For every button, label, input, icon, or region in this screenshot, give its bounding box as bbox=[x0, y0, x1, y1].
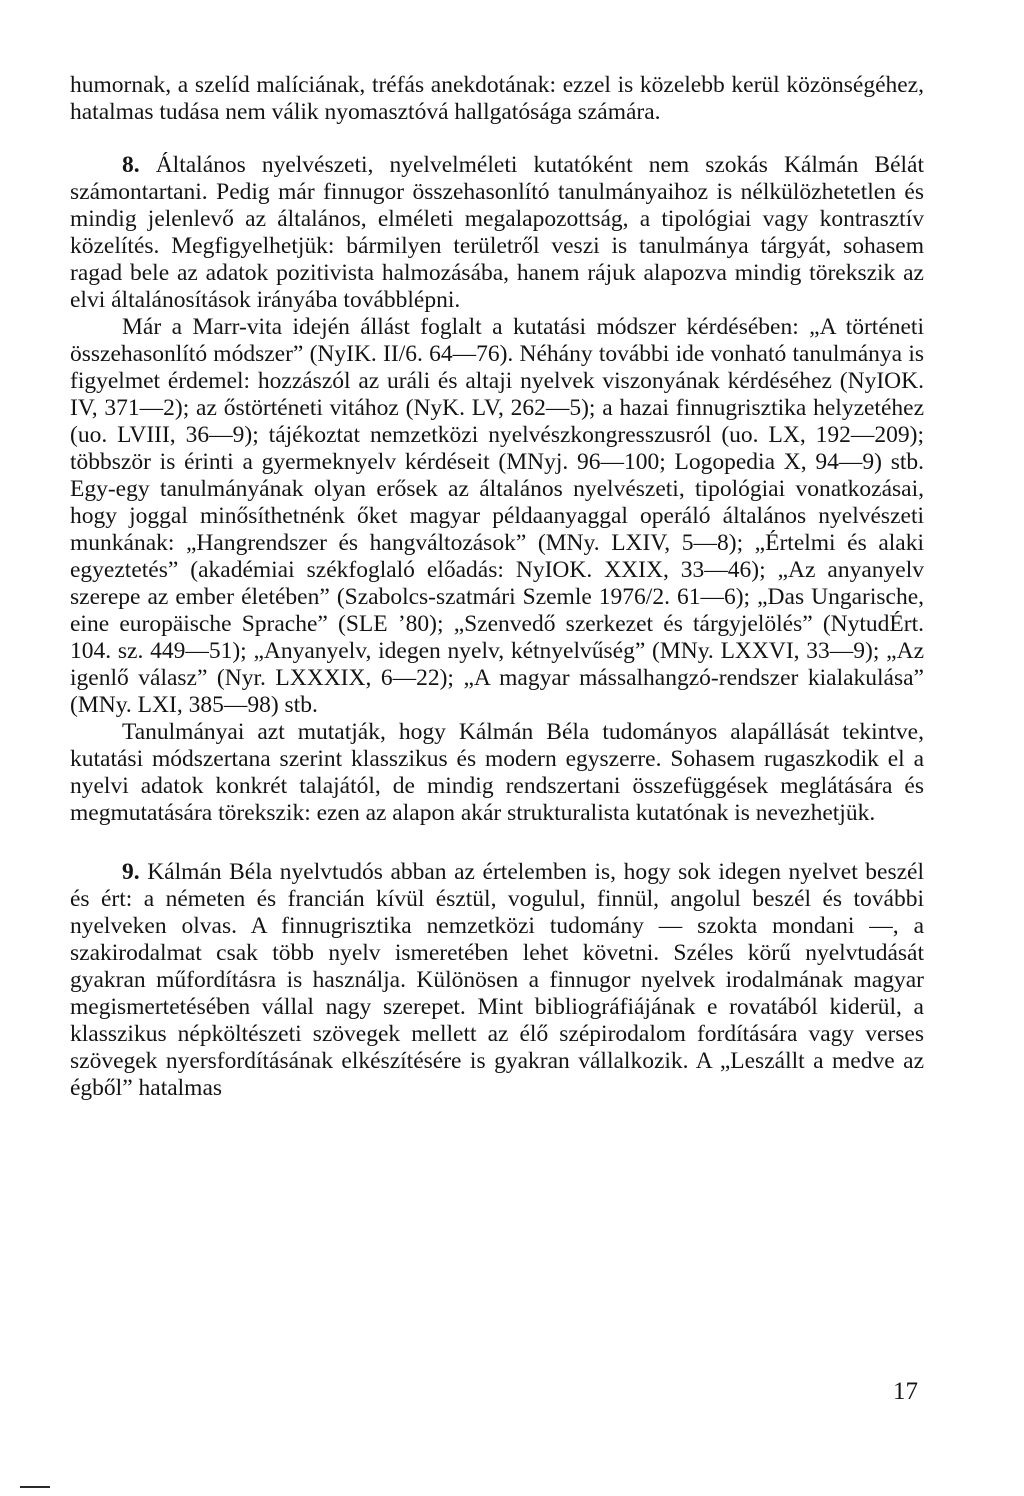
paragraph-methodology bbox=[70, 719, 924, 827]
paragraph-text: Már a Marr-vita idején állást foglalt a kutatási módszer kérdésében: „A történeti összehasonlító módszer” (NyIK. II/6. 64—76). Néhány további ide vonható tanulmánya is figyelmet érdemel: hozzászól az uráli és altaji nyelvek viszonyának kérdéséhez (NyIOK. IV, 371—2); az őstörténeti vitához (NyK. LV, 262—5); a hazai finnugrisztika helyzetéhez (uo. LVIII, 36—9); tájékoztat nemzetközi nyelvészkongresszusról (uo. LX, 192—209); többször is érinti a gyermeknyelv kérdéseit (MNyj. 96—100; Logopedia X, 94—9) stb. Egy-egy tanulmányának olyan erősek az általános nyelvészeti, tipológiai vonatkozásai, hogy joggal minősíthetnénk őket magyar példaanyaggal operáló általános nyelvészeti munkának: „Hangrendszer és hangváltozások” (MNy. LXIV, 5—8); „Értelmi és alaki egyeztetés” (akadémiai székfoglaló előadás: NyIOK. XXIX, 33—46); „Az anyanyelv szerepe az ember életében” (Szabolcs-szatmári Szemle 1976/2. 61—6); „Das Ungarische, eine europäische Sprache” (SLE ’80); „Szenvedő szerkezet és tárgyjelölés” (NytudÉrt. 104. sz. 449—51); „Anyanyelv, idegen nyelv, kétnyelvűség” (MNy. LXXVI, 33—9); „Az igenlő válasz” (Nyr. LXXXIX, 6—22); „A magyar mássalhangzó-rendszer kialakulása” (MNy. LXI, 385—98) stb. bbox=[70, 314, 924, 718]
paragraph-text: humornak, a szelíd malíciának, tréfás anekdotának: ezzel is közelebb kerül közönségéhez, hatalmas tudása nem válik nyomasztóvá hallgatósága számára. bbox=[70, 72, 924, 125]
section-number: 9. bbox=[122, 859, 140, 885]
paragraph-text: Tanulmányai azt mutatják, hogy Kálmán Béla tudományos alapállását tekintve, kutatási módszertana szerint klasszikus és modern egyszerre. Sohasem rugaszkodik el a nyelvi adatok konkrét talajától, de mindig rendszertani összefüggések meglátására és megmutatására törekszik: ezen az alapon akár strukturalista kutatónak is nevezhetjük. bbox=[70, 719, 924, 826]
paragraph-section-8 bbox=[70, 152, 924, 314]
paragraph-text: Általános nyelvészeti, nyelvelméleti kutatóként nem szokás Kálmán Bélát számontartani. Pedig már finnugor összehasonlító tanulmányaihoz is nélkülözhetetlen és mindig jelenlevő az általános, elméleti megalapozottság, a tipológiai vagy kontrasztív közelítés. Megfigyelhetjük: bármilyen területről veszi is tanulmánya tárgyát, sohasem ragad bele az adatok pozitivista halmozásába, hanem rájuk alapozva mindig törekszik az elvi általánosítások irányába továbblépni. bbox=[70, 152, 924, 313]
page-number: 17 bbox=[893, 1378, 918, 1405]
page-body bbox=[70, 72, 924, 1102]
paragraph-text: Kálmán Béla nyelvtudós abban az értelemben is, hogy sok idegen nyelvet beszél és ért: a németen és francián kívül észtül, vogulul, finnül, angolul beszél és további nyelveken olvas. A finnugrisztika nemzetközi tudomány — szokta mondani —, a szakirodalmat csak több nyelv ismeretében lehet követni. Széles körű nyelvtudását gyakran műfordításra is használja. Különösen a finnugor nyelvek irodalmának magyar megismertetésében vállal nagy szerepet. Mint bibliográfiájának e rovatából kiderül, a klasszikus népköltészeti szövegek mellett az élő szépirodalom fordítására vagy verses szövegek nyersfordításának elkészítésére is gyakran vállalkozik. A „Leszállt a medve az égből” hatalmas bbox=[70, 859, 924, 1101]
scan-edge-mark bbox=[20, 1486, 50, 1488]
section-number: 8. bbox=[122, 152, 140, 178]
paragraph-section-9 bbox=[70, 859, 924, 1102]
paragraph-continuation bbox=[70, 72, 924, 126]
paragraph-marr-vita bbox=[70, 314, 924, 719]
